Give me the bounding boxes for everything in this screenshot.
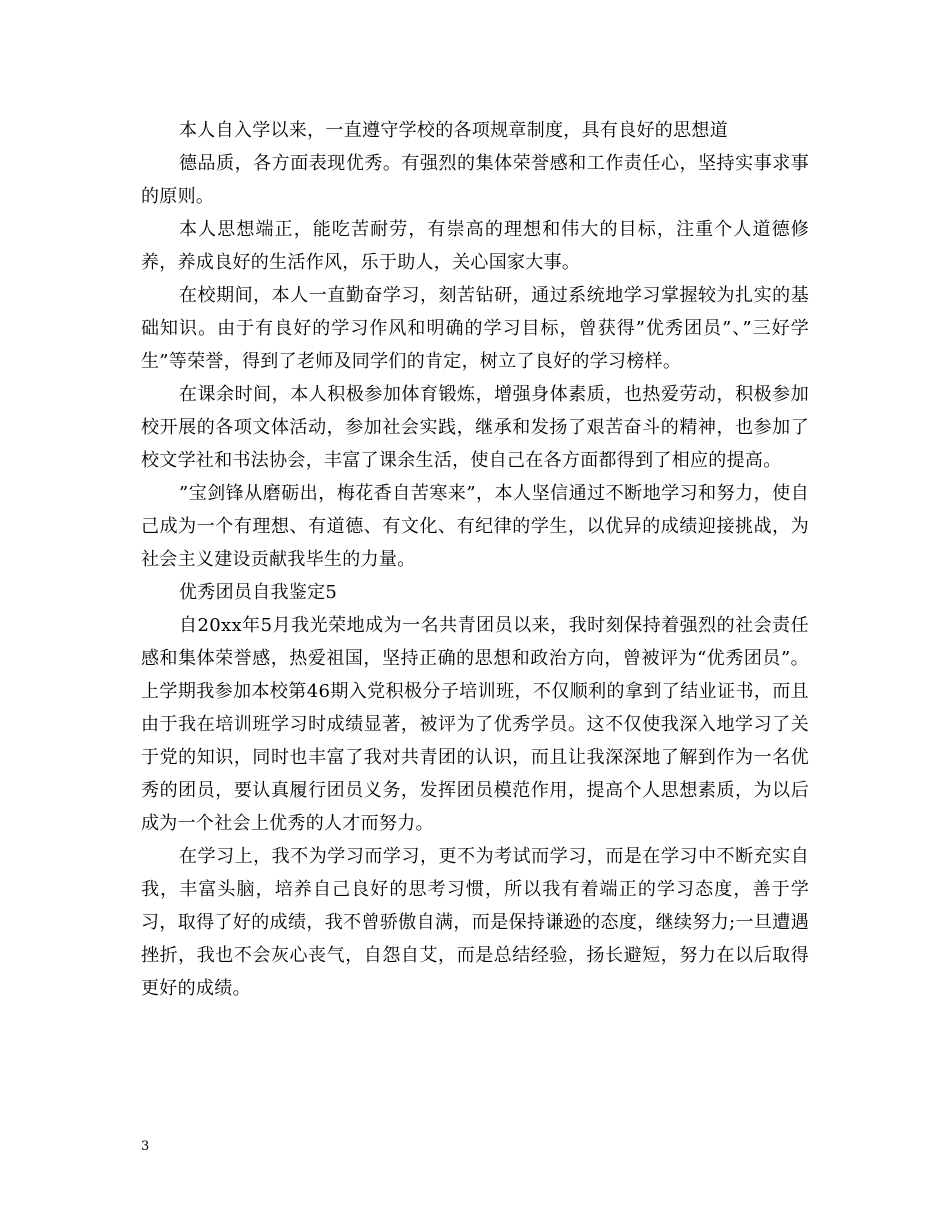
paragraph-6: ”宝剑锋从磨砺出，梅花香自苦寒来”，本人坚信通过不断地学习和努力，使自己成为一个有理想、有道德、有文化、有纪律的学生，以优异的成绩迎接挑战，为社会主义建设贡献我毕生的力量。 [141,483,809,570]
page-number: 3 [141,1139,150,1154]
paragraph-5: 在课余时间，本人积极参加体育锻炼，增强身体素质，也热爱劳动，积极参加校开展的各项文体活动，参加社会实践，继承和发扬了艰苦奋斗的精神，也参加了校文学社和书法协会，丰富了课余生活，使自己在各方面都得到了相应的提高。 [141,384,809,471]
section-heading: 优秀团员自我鉴定5 [179,582,338,603]
document-body [141,114,809,1005]
paragraph-3: 本人思想端正，能吃苦耐劳，有崇高的理想和伟大的目标，注重个人道德修养，养成良好的生活作风，乐于助人，关心国家大事。 [141,219,809,273]
paragraph-1: 本人自入学以来，一直遵守学校的各项规章制度，具有良好的思想道 [179,120,728,141]
paragraph-7: 自20xx年5月我光荣地成为一名共青团员以来，我时刻保持着强烈的社会责任感和集体荣誉感，热爱祖国，坚持正确的思想和政治方向，曾被评为“优秀团员”。上学期我参加本校第46期入党积极分子培训班，不仅顺利的拿到了结业证书，而且由于我在培训班学习时成绩显著，被评为了优秀学员。这不仅使我深入地学习了关于党的知识，同时也丰富了我对共青团的认识，而且让我深深地了解到作为一名优秀的团员，要认真履行团员义务，发挥团员模范作用，提高个人思想素质，为以后成为一个社会上优秀的人才而努力。 [141,615,809,834]
paragraph-2: 德品质，各方面表现优秀。有强烈的集体荣誉感和工作责任心，坚持实事求事的原则。 [141,153,809,207]
paragraph-4: 在校期间，本人一直勤奋学习，刻苦钻研，通过系统地学习掌握较为扎实的基础知识。由于有良好的学习作风和明确的学习目标，曾获得”优秀团员”、”三好学生”等荣誉，得到了老师及同学们的肯定，树立了良好的学习榜样。 [141,285,809,372]
paragraph-8: 在学习上，我不为学习而学习，更不为考试而学习，而是在学习中不断充实自我，丰富头脑，培养自己良好的思考习惯，所以我有着端正的学习态度，善于学习，取得了好的成绩，我不曾骄傲自满，而是保持谦逊的态度，继续努力;一旦遭遇挫折，我也不会灰心丧气，自怨自艾，而是总结经验，扬长避短，努力在以后取得更好的成绩。 [141,846,809,999]
